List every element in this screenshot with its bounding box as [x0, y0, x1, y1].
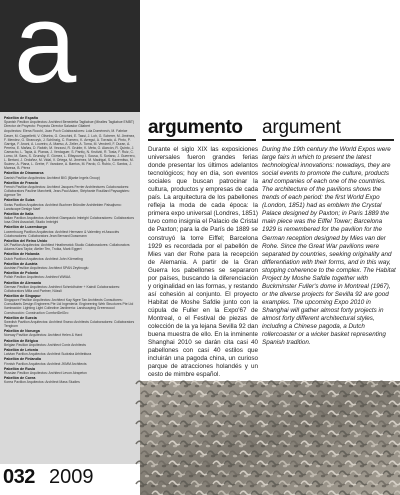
issue-footer [0, 464, 140, 495]
credit-entry [4, 294, 136, 315]
credit-entry [4, 212, 136, 224]
credit-entry [4, 116, 136, 128]
credit-text: Luxembourg Pavilion Arquitectos: Architect Hermann & Valentiny et Associés Colaboradores: Collaborators Jean Bernard Dossmann [4, 229, 120, 238]
credit-heading: Pabellón de Holanda [4, 252, 40, 257]
credit-entry [4, 181, 136, 198]
credit-text: German Pavilion Arquitectos: Architect Schmidhuber + Kaindl Colaboradores: Collaborators Milla und Partner, Nüssli [4, 284, 121, 293]
credit-heading: Pabellón de Polonia [4, 271, 39, 276]
section-letter-block [0, 0, 140, 112]
credit-entry [4, 367, 136, 375]
credit-entry [4, 225, 136, 237]
wicker-facade-photo [140, 381, 400, 495]
credit-entry [4, 252, 136, 260]
heading-rule-spanish [148, 139, 256, 141]
body-text-english: During the 19th century the World Expos were large fairs in which to present the latest technological innovations: nowadays, they are social events to promote the culture, products and companies of each one of the countries. The architecture of the pavilions shows the trends of each period: the first World Expo (London, 1851) had as emblem the Crystal Palace designed by Paxton; in Paris 1889 the main piece was the Eiffel Tower; Barcelona 1929 is remembered for the pavilion for the German reception designed by Mies van der Rohe. Since the Great War pavilions were separated by countries, seeking originality and differentiation with their forms, and in this way, stopping coherence to the complex. The Habitat Project by Moshe Safdie together with Buckminster Fuller's dome in Montreal (1967), or the diverse projects for Sevilla 92 are good examples. The upcoming Expo 2010 in Shanghai will gather almost forty projects in almost forty different architectural styles, including a Chinese pagoda, a Dutch rollercoaster or a wicker basket representing Spanish tradition. [262, 146, 396, 347]
credit-text: Latvian Pavilion Arquitectos: Architect Sudraba Arhitektura [4, 352, 92, 357]
credit-text: French Pavilion Arquitectos: Architect Jacques Ferrier Architectures Colaboradores: Collaborators Pauline Marchetti, Jean-Paul Adam, Stéphanie Rouillard Paysagistes: Agence Ter [4, 185, 130, 198]
credit-text: Arquitectos: Elena Rocchi, Joan Poch Colaboradores: Lola Domènech, M. Fabrice Daver, M. Cappelletti, V. Oliveira, G. Cecchini, E. Tassi, J. Loh, G. Scherer, M. Jiménez, F. Mendez, G. Stranczyk, J. Schlinzig, C. Romero, K. Arregui, A. Torrado, A. Pinto, P. Garriga, F. Anoni, A. Loureiro, A. Maeso, A. Zeiler, A. Toma, M. Vendrell, F. Duran, A. Pereira, E. Mañas, D. Rafoth, M. Vezzosi, R. Grubbr, K. Meta, O. Alarcón, R. Quinto, J. Camacho, L. Tapia, A. Planas, J. Verdaguer, S. Pantiç, N. Krutizki, R. Tosta, F. Ruiz, C. Lomo, M. Sans, S. Grunsky, E. Gómez, L. Elfayoumy, I. Sousa, S. Soriano, J. Guerrero, L. Bertani, J. Ordoñez, M. Vidal, V. Ortega, M. Jiménez, M. Madrigal, S. Kanemitsu, M. Suárez, A. Plana, L. Grebe, F. Vandone, A. Barrios, M. Pardo, G. Rubio, C. Santos, J. Mareza, B. Pérez [4, 129, 136, 171]
credit-heading: Pabellón de Suecia [4, 315, 37, 320]
credit-text: UK Pavilion Arquitectos: Architect Heatherwick Studio Colaboradores: Collaborators Adams Kara Taylor, Atelier Ten, Troika, Mark Eggert [4, 243, 130, 252]
credit-text: Polish Pavilion Arquitectos: Architect WWAA [4, 275, 71, 280]
project-credits [0, 112, 140, 464]
credit-entry [4, 348, 136, 356]
section-letter: a [14, 0, 77, 106]
credit-text: Danish Pavilion Arquitectos: Architect BIG (Bjarke Ingels Group) [4, 175, 100, 180]
credit-entry [4, 262, 136, 270]
credit-heading: Pabellón de Bélgica [4, 338, 38, 343]
credit-text: Swedish Pavilion Arquitectos: Architect Sweco Architects Colaboradores: Collaborators Tengbom [4, 319, 135, 329]
credit-heading: Pabellón de Dinamarca [4, 171, 44, 176]
body-text-spanish: Durante el siglo XIX las exposiciones universales fueron grandes ferias donde presentar los últimos adelantos tecnológicos; hoy en día, son eventos sociales que buscan patrocinar la cultura, productos y empresas de cada país. La arquitectura de los pabellones refleja la moda de cada época: la primera expo universal (Londres, 1851) tuvo como insignia el Palacio de Cristal de Paxton; para la de París de 1889 se construyó la torre Eiffel; Barcelona 1929 es recordada por el pabellón de Mies van der Rohe para la recepción de Alemania. A partir de la Gran Guerra los pabellones se separaron por países, buscando la diferenciación y originalidad en las formas, y restando así cohesión al conjunto. El proyecto Habitat de Moshe Safdie junto con la cúpula de Fuller en la Expo'67 de Montreal, o el Festival de piezas de colección de la ya lejana Sevilla 92 dan buena muestra de ello. En la inminente Shanghai 2010 se darán cita casi 40 pabellones con casi 40 estilos que incluirán una pagoda china, un curioso parque de atracciones holandés y un cesto de mimbre español. [148, 146, 258, 379]
credit-entry [4, 376, 136, 384]
credit-entry [4, 281, 136, 293]
credit-entry [4, 316, 136, 328]
issue-year: 2009 [49, 466, 94, 488]
credit-text: Korea Pavilion Arquitectos: Architect Mass Studies [4, 380, 80, 385]
credit-heading: Pabellón de Francia [4, 180, 38, 185]
credit-text: Russian Pavilion Arquitectos: Architect Levon Airapetov [4, 371, 87, 375]
credit-heading: Pabellón del Reino Unido [4, 238, 48, 243]
credit-entry [4, 339, 136, 347]
credit-heading: Pabellón de Corea [4, 376, 36, 381]
credit-heading: Pabellón de Letonia [4, 347, 38, 352]
credit-text: Spanish Pavilion Arquitectos: Architect Benedetta Tagliabue (Miralles Tagliabue EMBT) Director de Proyecto: Proyecto Director Salvador Gilabert [4, 120, 135, 129]
credit-heading: Pabellón de Alemania [4, 280, 42, 285]
heading-rule-english [262, 139, 394, 141]
credit-heading: Pabellón de Rusia [4, 366, 35, 371]
credit-heading: Pabellón de Luxemburgo [4, 225, 47, 230]
credit-entry [4, 198, 136, 210]
credit-text: Belgian Pavilion Arquitectos: Architect Conix Architects [4, 342, 86, 347]
credit-entry [4, 329, 136, 337]
heading-english: argument [262, 117, 341, 138]
credit-text: Norway Pavilion Arquitectos: Architect Helen & Hard [4, 333, 83, 338]
credit-heading: Pabellón de Suiza [4, 198, 35, 203]
credit-text: Italian Pavilion Arquitectos: Architect Giampaolo Imbrighi Colaboradores: Collaborators Iosa Ghini Associati, Studio Imbrighi [4, 216, 135, 225]
wicker-pattern-image [140, 381, 400, 495]
heading-spanish: argumento [148, 117, 243, 138]
credit-entry [4, 171, 136, 179]
credit-entry [4, 357, 136, 365]
credit-text: Dutch Pavilion Arquitectos: Architect John Körmeling [4, 256, 83, 261]
credit-entry [4, 129, 136, 170]
issue-number: 032 [3, 466, 35, 488]
credit-entry [4, 271, 136, 279]
credit-heading: Pabellón de España [4, 116, 38, 120]
credit-text: Austrian Pavilion Arquitectos: Architect SPAN Zeytinoglu [4, 266, 89, 271]
credit-heading: Pabellón de Singapur [4, 293, 41, 298]
credit-text: Swiss Pavilion Arquitectos: Architect Buchner Bründler Architekten Paisajismo: Landscape Design Naef [4, 202, 122, 211]
credit-heading: Pabellón de Italia [4, 211, 34, 216]
credit-heading: Pabellón de Finlandia [4, 357, 41, 362]
left-column [0, 0, 140, 495]
credit-entry [4, 239, 136, 251]
credit-heading: Pabellón de Austria [4, 261, 38, 266]
credit-heading: Pabellón de Noruega [4, 329, 40, 334]
credit-text: Singapore Pavilion Arquitectos: Architect Kay Ngee Tan Architects Consultores: Consultants Design Engineers Pte Ltd Ingeniería: Engineering Web Structures Pte Ltd Iluminación: Lighting Light Collective Jardinería: Landscaping Greenwood Construcción: Construction ComfortDelGro [4, 298, 134, 315]
credit-text: Finnish Pavilion Arquitectos: Architect JKMM Architects [4, 361, 87, 366]
